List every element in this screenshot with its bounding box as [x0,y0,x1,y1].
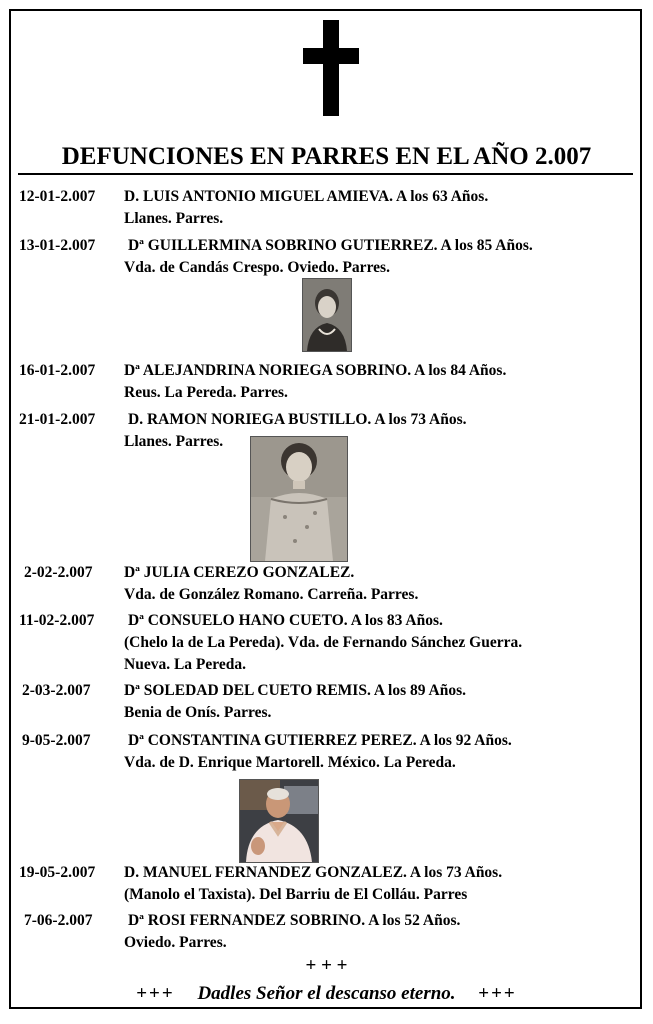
latin-cross-icon [303,20,359,116]
entry-details: Vda. de González Romano. Carreña. Parres. [124,586,419,603]
entry-details: Llanes. Parres. [124,210,224,227]
entry-details: (Manolo el Taxista). Del Barriu de El Colláu. Parres [124,886,468,903]
entry-name-age: D. RAMON NORIEGA BUSTILLO. A los 73 Años. [128,411,467,428]
plus-separator: + + + [305,955,348,976]
entry-date: 11-02-2.007 [19,612,95,629]
entry-date: 7-06-2.007 [24,912,93,929]
cross-vertical-bar [323,20,339,116]
entry-date: 2-02-2.007 [24,564,93,581]
entry-details: Vda. de Candás Crespo. Oviedo. Parres. [124,259,390,276]
entry-date: 9-05-2.007 [22,732,91,749]
entry-date: 16-01-2.007 [19,362,96,379]
entry-name-age: Dª SOLEDAD DEL CUETO REMIS. A los 89 Años. [124,682,467,699]
entry-date: 13-01-2.007 [19,237,96,254]
entry-details: Llanes. Parres. [124,433,224,450]
entry-details: Benia de Onís. Parres. [124,704,272,721]
title-underline [18,173,633,175]
entry-date: 19-05-2.007 [19,864,96,881]
closing-phrase: Dadles Señor el descanso eterno. [197,983,456,1004]
entry-name-age: Dª GUILLERMINA SOBRINO GUTIERREZ. A los 85 Años. [128,237,533,254]
closing-marks-left: +++ [136,983,175,1004]
entry-name-age: Dª CONSUELO HANO CUETO. A los 83 Años. [128,612,443,629]
portrait-photo [250,436,348,562]
entry-name-age: Dª ALEJANDRINA NORIEGA SOBRINO. A los 84 Años. [124,362,507,379]
closing-marks-right: +++ [478,983,517,1004]
entry-name-age: Dª ROSI FERNANDEZ SOBRINO. A los 52 Años. [128,912,461,929]
closing-prayer [0,983,653,1005]
entry-date: 2-03-2.007 [22,682,91,699]
portrait-photo [302,278,352,352]
entry-date: 12-01-2.007 [19,188,96,205]
entry-date: 21-01-2.007 [19,411,96,428]
entry-details: Reus. La Pereda. Parres. [124,384,288,401]
entry-details: Vda. de D. Enrique Martorell. México. La Pereda. [124,754,456,771]
entry-name-age: Dª CONSTANTINA GUTIERREZ PEREZ. A los 92 Años. [128,732,512,749]
entry-details: Oviedo. Parres. [124,934,227,951]
page-title: DEFUNCIONES EN PARRES EN EL AÑO 2.007 [61,143,592,170]
entry-name-age: D. LUIS ANTONIO MIGUEL AMIEVA. A los 63 Años. [124,188,489,205]
entry-details-extra: Nueva. La Pereda. [124,656,246,673]
entry-details: (Chelo la de La Pereda). Vda. de Fernando Sánchez Guerra. [124,634,523,651]
portrait-photo [239,779,319,863]
cross-horizontal-bar [303,48,359,64]
entry-name-age: Dª JULIA CEREZO GONZALEZ. [124,564,355,581]
entry-name-age: D. MANUEL FERNANDEZ GONZALEZ. A los 73 Años. [124,864,503,881]
